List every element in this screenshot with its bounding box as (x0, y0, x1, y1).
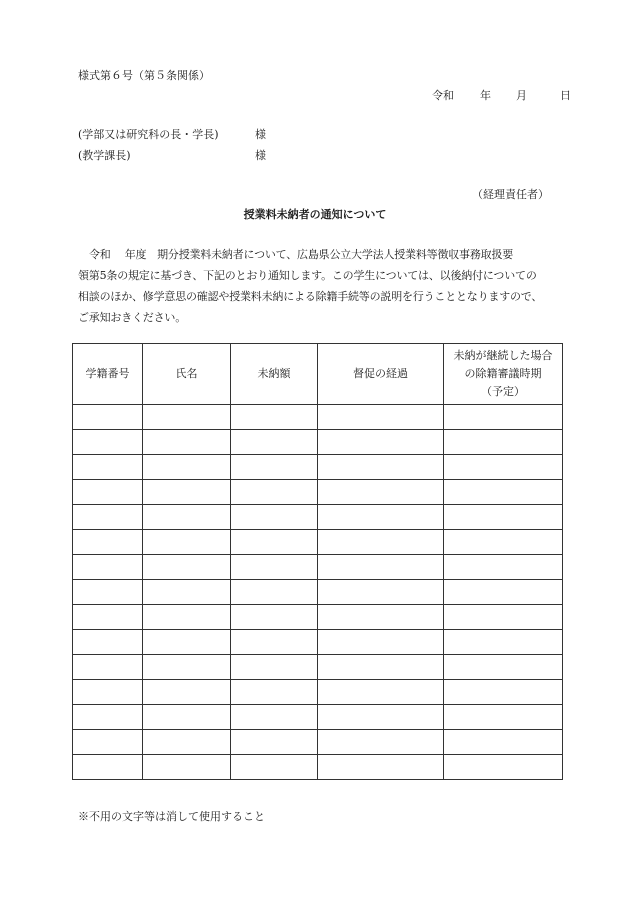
header-reminder-history: 督促の経過 (318, 344, 444, 405)
cell-unpaid-amount[interactable] (231, 505, 318, 530)
sender: （経理責任者） (472, 188, 549, 201)
cell-name[interactable] (143, 580, 231, 605)
cell-name[interactable] (143, 480, 231, 505)
table-row (73, 530, 563, 555)
cell-student-id[interactable] (73, 705, 143, 730)
addressee-1-name: (学部又は研究科の長・学長) (78, 128, 219, 141)
cell-expulsion-review-period[interactable] (444, 530, 563, 555)
cell-reminder-history[interactable] (318, 605, 444, 630)
cell-unpaid-amount[interactable] (231, 705, 318, 730)
cell-reminder-history[interactable] (318, 705, 444, 730)
header-expulsion-line-1: 未納が継続した場合 (453, 349, 553, 362)
cell-reminder-history[interactable] (318, 430, 444, 455)
cell-unpaid-amount[interactable] (231, 480, 318, 505)
cell-student-id[interactable] (73, 505, 143, 530)
form-number: 様式第６号（第５条関係） (78, 69, 210, 82)
cell-expulsion-review-period[interactable] (444, 680, 563, 705)
header-student-id: 学籍番号 (73, 344, 143, 405)
cell-reminder-history[interactable] (318, 555, 444, 580)
date-era: 令和 (432, 89, 454, 102)
cell-student-id[interactable] (73, 555, 143, 580)
cell-expulsion-review-period[interactable] (444, 730, 563, 755)
cell-unpaid-amount[interactable] (231, 680, 318, 705)
body-line: ご承知おきください。 (78, 311, 186, 324)
cell-name[interactable] (143, 605, 231, 630)
table-header-row (73, 344, 563, 405)
table-row (73, 630, 563, 655)
usage-note: ※不用の文字等は消して使用すること (78, 810, 265, 823)
table-row (73, 405, 563, 430)
date-line (432, 87, 571, 103)
addressee-1-honorific: 様 (255, 128, 266, 141)
cell-unpaid-amount[interactable] (231, 605, 318, 630)
cell-unpaid-amount[interactable] (231, 530, 318, 555)
unpaid-students-table (72, 343, 563, 780)
cell-expulsion-review-period[interactable] (444, 405, 563, 430)
cell-name[interactable] (143, 630, 231, 655)
cell-name[interactable] (143, 405, 231, 430)
cell-name[interactable] (143, 680, 231, 705)
table-row (73, 605, 563, 630)
cell-reminder-history[interactable] (318, 530, 444, 555)
cell-student-id[interactable] (73, 580, 143, 605)
cell-expulsion-review-period[interactable] (444, 705, 563, 730)
cell-student-id[interactable] (73, 405, 143, 430)
cell-name[interactable] (143, 730, 231, 755)
header-expulsion-review-period (444, 344, 563, 405)
cell-reminder-history[interactable] (318, 405, 444, 430)
cell-expulsion-review-period[interactable] (444, 430, 563, 455)
cell-name[interactable] (143, 430, 231, 455)
addressee-2-name: (教学課長) (78, 149, 131, 162)
cell-expulsion-review-period[interactable] (444, 630, 563, 655)
cell-expulsion-review-period[interactable] (444, 655, 563, 680)
table-row (73, 655, 563, 680)
cell-expulsion-review-period[interactable] (444, 580, 563, 605)
cell-expulsion-review-period[interactable] (444, 555, 563, 580)
cell-student-id[interactable] (73, 480, 143, 505)
cell-unpaid-amount[interactable] (231, 630, 318, 655)
cell-student-id[interactable] (73, 680, 143, 705)
cell-student-id[interactable] (73, 755, 143, 780)
cell-unpaid-amount[interactable] (231, 755, 318, 780)
header-name: 氏名 (143, 344, 231, 405)
cell-name[interactable] (143, 655, 231, 680)
cell-expulsion-review-period[interactable] (444, 480, 563, 505)
table-row (73, 555, 563, 580)
cell-unpaid-amount[interactable] (231, 555, 318, 580)
cell-student-id[interactable] (73, 655, 143, 680)
table-row (73, 505, 563, 530)
body-line: 領第5条の規定に基づき、下記のとおり通知します。この学生については、以後納付についての (78, 269, 537, 282)
cell-unpaid-amount[interactable] (231, 730, 318, 755)
cell-student-id[interactable] (73, 630, 143, 655)
cell-name[interactable] (143, 505, 231, 530)
table-row (73, 755, 563, 780)
header-unpaid-amount: 未納額 (231, 344, 318, 405)
body-line: 相談のほか、修学意思の確認や授業料未納による除籍手続等の説明を行うこととなりますので、 (78, 290, 543, 303)
cell-expulsion-review-period[interactable] (444, 455, 563, 480)
cell-unpaid-amount[interactable] (231, 655, 318, 680)
body-paragraph (78, 244, 564, 328)
cell-reminder-history[interactable] (318, 480, 444, 505)
cell-reminder-history[interactable] (318, 455, 444, 480)
date-year: 年 (480, 89, 491, 102)
cell-name[interactable] (143, 705, 231, 730)
table-row (73, 705, 563, 730)
body-line: 令和 年度 期分授業料未納者について、広島県公立大学法人授業料等徴収事務取扱要 (89, 248, 514, 261)
cell-unpaid-amount[interactable] (231, 580, 318, 605)
cell-expulsion-review-period[interactable] (444, 505, 563, 530)
cell-name[interactable] (143, 555, 231, 580)
document-title: 授業料未納者の通知について (243, 208, 387, 221)
cell-unpaid-amount[interactable] (231, 455, 318, 480)
cell-student-id[interactable] (73, 430, 143, 455)
cell-reminder-history[interactable] (318, 505, 444, 530)
table-body (73, 405, 563, 780)
header-expulsion-line-2: の除籍審議時期 (464, 367, 542, 380)
table-row (73, 455, 563, 480)
table-row (73, 480, 563, 505)
cell-reminder-history[interactable] (318, 580, 444, 605)
table-row (73, 680, 563, 705)
cell-reminder-history[interactable] (318, 755, 444, 780)
date-month: 月 (516, 89, 527, 102)
table-row (73, 730, 563, 755)
cell-student-id[interactable] (73, 730, 143, 755)
cell-reminder-history[interactable] (318, 655, 444, 680)
cell-student-id[interactable] (73, 530, 143, 555)
cell-reminder-history[interactable] (318, 630, 444, 655)
cell-reminder-history[interactable] (318, 730, 444, 755)
cell-student-id[interactable] (73, 605, 143, 630)
cell-student-id[interactable] (73, 455, 143, 480)
cell-expulsion-review-period[interactable] (444, 755, 563, 780)
header-expulsion-line-3: （予定） (481, 385, 525, 398)
date-day: 日 (560, 89, 571, 102)
addressee-2-honorific: 様 (255, 149, 266, 162)
cell-reminder-history[interactable] (318, 680, 444, 705)
cell-name[interactable] (143, 755, 231, 780)
table-row (73, 580, 563, 605)
table-row (73, 430, 563, 455)
cell-expulsion-review-period[interactable] (444, 605, 563, 630)
cell-unpaid-amount[interactable] (231, 405, 318, 430)
cell-name[interactable] (143, 455, 231, 480)
cell-unpaid-amount[interactable] (231, 430, 318, 455)
cell-name[interactable] (143, 530, 231, 555)
